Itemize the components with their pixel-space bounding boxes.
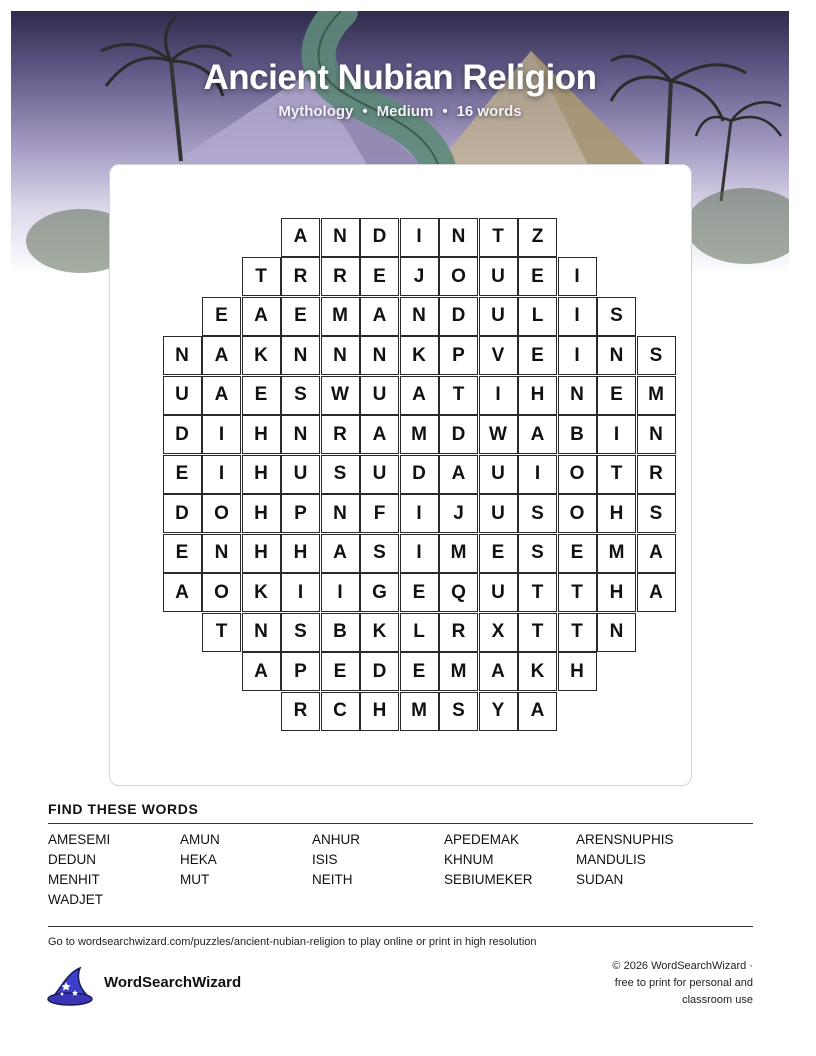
word-item: SEBIUMEKER [444,872,533,887]
page-title: Ancient Nubian Religion [203,58,597,97]
grid-cell[interactable]: N [281,336,320,375]
grid-cell[interactable]: E [597,376,636,415]
grid-cell[interactable]: E [518,257,557,296]
grid-cell[interactable]: D [400,455,439,494]
word-count-label: 16 words [456,103,522,120]
grid-cell[interactable]: O [202,494,241,533]
grid-cell[interactable]: N [439,218,478,257]
grid-cell[interactable]: U [360,376,399,415]
grid-cell[interactable]: E [242,376,281,415]
grid-cell[interactable]: M [637,376,676,415]
grid-cell[interactable]: R [637,455,676,494]
word-item: MANDULIS [576,852,646,867]
grid-cell[interactable]: M [439,534,478,573]
grid-cell[interactable]: E [321,652,360,691]
word-item: AMESEMI [48,832,111,847]
grid-cell[interactable]: J [439,494,478,533]
grid-cell[interactable]: S [597,297,636,336]
grid-cell[interactable]: A [439,455,478,494]
grid-cell[interactable]: M [597,534,636,573]
grid-cell[interactable]: E [281,297,320,336]
grid-cell[interactable]: N [202,534,241,573]
grid-cell[interactable]: I [558,297,597,336]
grid-cell[interactable]: M [400,415,439,454]
grid-cell[interactable]: A [202,336,241,375]
grid-cell[interactable]: O [558,494,597,533]
grid-cell[interactable]: N [558,376,597,415]
word-item: ISIS [312,852,338,867]
grid-cell[interactable]: B [558,415,597,454]
grid-cell[interactable]: I [558,257,597,296]
copyright-line: classroom use [682,994,753,1006]
grid-cell[interactable]: O [558,455,597,494]
meta-separator: • [362,103,368,120]
grid-cell[interactable]: E [163,534,202,573]
grid-cell[interactable]: T [597,455,636,494]
word-item: ARENSNUPHIS [576,832,674,847]
grid-cell[interactable]: S [281,613,320,652]
wizard-hat-icon [46,964,94,1006]
grid-cell[interactable]: U [281,455,320,494]
grid-cell[interactable]: I [400,534,439,573]
divider [48,926,753,927]
grid-cell[interactable]: U [479,455,518,494]
grid-cell[interactable]: K [360,613,399,652]
grid-cell[interactable]: H [518,376,557,415]
grid-cell[interactable]: A [281,218,320,257]
grid-cell[interactable]: K [242,573,281,612]
grid-cell[interactable]: A [637,573,676,612]
grid-cell[interactable]: T [558,573,597,612]
grid-cell[interactable]: L [400,613,439,652]
grid-cell[interactable]: S [518,494,557,533]
grid-cell[interactable]: E [202,297,241,336]
word-item: WADJET [48,892,103,907]
grid-cell[interactable]: E [360,257,399,296]
grid-cell[interactable]: R [281,692,320,731]
grid-cell[interactable]: T [242,257,281,296]
grid-cell[interactable]: T [518,573,557,612]
grid-cell[interactable]: N [281,415,320,454]
puzzle-card [109,164,692,786]
grid-cell[interactable]: R [439,613,478,652]
grid-cell[interactable]: N [321,494,360,533]
grid-cell[interactable]: I [558,336,597,375]
grid-cell[interactable]: H [558,652,597,691]
grid-cell[interactable]: D [439,415,478,454]
grid-cell[interactable]: U [479,257,518,296]
grid-cell[interactable]: H [242,415,281,454]
grid-cell[interactable]: D [360,218,399,257]
grid-cell[interactable]: A [360,297,399,336]
grid-cell[interactable]: N [242,613,281,652]
grid-cell[interactable]: F [360,494,399,533]
grid-cell[interactable]: I [400,494,439,533]
grid-cell[interactable]: A [637,534,676,573]
grid-cell[interactable]: R [281,257,320,296]
grid-cell[interactable]: S [360,534,399,573]
grid-cell[interactable]: H [597,494,636,533]
grid-cell[interactable]: G [360,573,399,612]
grid-cell[interactable]: A [321,534,360,573]
grid-cell[interactable]: A [202,376,241,415]
grid-cell[interactable]: N [637,415,676,454]
grid-cell[interactable]: E [400,573,439,612]
grid-cell[interactable]: U [163,376,202,415]
grid-cell[interactable]: Y [479,692,518,731]
grid-cell[interactable]: W [321,376,360,415]
grid-cell[interactable]: R [321,415,360,454]
word-item: AMUN [180,832,220,847]
grid-cell[interactable]: N [597,613,636,652]
grid-cell[interactable]: N [163,336,202,375]
grid-cell[interactable]: E [163,455,202,494]
grid-cell[interactable]: U [479,494,518,533]
online-link-text[interactable]: Go to wordsearchwizard.com/puzzles/ancient-nubian-religion to play online or print in high resolution [48,936,537,948]
grid-cell[interactable]: N [597,336,636,375]
word-item: NEITH [312,872,353,887]
grid-cell[interactable]: Q [439,573,478,612]
grid-cell[interactable]: N [321,336,360,375]
grid-cell[interactable]: D [360,652,399,691]
divider [48,823,753,824]
grid-cell[interactable]: H [242,455,281,494]
grid-cell[interactable]: U [360,455,399,494]
words-heading: FIND THESE WORDS [48,801,199,817]
grid-cell[interactable]: D [163,415,202,454]
grid-cell[interactable]: I [597,415,636,454]
word-list [48,832,753,908]
grid-cell[interactable]: L [518,297,557,336]
difficulty-label: Medium [376,103,434,120]
grid-cell[interactable]: A [163,573,202,612]
grid-cell[interactable]: E [518,336,557,375]
grid-cell[interactable]: S [281,376,320,415]
word-item: HEKA [180,852,217,867]
grid-cell[interactable]: E [400,652,439,691]
copyright-text [553,958,753,1009]
puzzle-meta [0,103,800,120]
grid-cell[interactable]: A [400,376,439,415]
grid-cell[interactable]: H [242,494,281,533]
grid-cell[interactable]: I [321,573,360,612]
grid-cell[interactable]: T [439,376,478,415]
grid-cell[interactable]: U [479,573,518,612]
grid-cell[interactable]: S [439,692,478,731]
grid-cell[interactable]: A [242,297,281,336]
category-label: Mythology [278,103,354,120]
grid-cell[interactable]: A [518,692,557,731]
grid-cell[interactable]: M [321,297,360,336]
grid-cell[interactable]: E [479,534,518,573]
grid-cell[interactable]: K [518,652,557,691]
grid-cell[interactable]: I [479,376,518,415]
grid-cell[interactable]: M [400,692,439,731]
grid-cell[interactable]: N [400,297,439,336]
grid-cell[interactable]: I [281,573,320,612]
grid-cell[interactable]: U [479,297,518,336]
copyright-line: © 2026 WordSearchWizard · [612,960,753,972]
word-item: DEDUN [48,852,97,867]
word-item: APEDEMAK [444,832,520,847]
grid-cell[interactable]: M [439,652,478,691]
grid-cell[interactable]: H [597,573,636,612]
grid-cell[interactable]: A [360,415,399,454]
grid-cell[interactable]: S [637,336,676,375]
grid-cell[interactable]: A [242,652,281,691]
word-item: MUT [180,872,210,887]
grid-cell[interactable]: D [439,297,478,336]
grid-cell[interactable]: S [321,455,360,494]
grid-cell[interactable]: I [518,455,557,494]
grid-cell[interactable]: H [242,534,281,573]
word-item: SUDAN [576,872,624,887]
grid-cell[interactable]: P [281,494,320,533]
grid-cell[interactable]: N [321,218,360,257]
grid-cell[interactable]: H [281,534,320,573]
grid-cell[interactable]: T [479,218,518,257]
grid-cell[interactable]: H [360,692,399,731]
grid-cell[interactable]: P [281,652,320,691]
grid-cell[interactable]: P [439,336,478,375]
grid-cell[interactable]: E [558,534,597,573]
word-item: ANHUR [312,832,361,847]
grid-cell[interactable]: I [400,218,439,257]
grid-cell[interactable]: I [202,455,241,494]
grid-cell[interactable]: K [242,336,281,375]
grid-cell[interactable]: T [558,613,597,652]
grid-cell[interactable]: J [400,257,439,296]
grid-cell[interactable]: D [163,494,202,533]
grid-cell[interactable]: A [479,652,518,691]
word-item: MENHIT [48,872,100,887]
grid-cell[interactable]: R [321,257,360,296]
grid-cell[interactable]: O [202,573,241,612]
grid-cell[interactable]: X [479,613,518,652]
brand-name: WordSearchWizard [104,974,242,991]
grid-cell[interactable]: N [360,336,399,375]
grid-cell[interactable]: V [479,336,518,375]
grid-cell[interactable]: A [518,415,557,454]
word-item: KHNUM [444,852,494,867]
meta-separator: • [442,103,448,120]
grid-cell[interactable]: W [479,415,518,454]
grid-cell[interactable]: I [202,415,241,454]
grid-cell[interactable]: C [321,692,360,731]
grid-cell[interactable]: T [202,613,241,652]
copyright-line: free to print for personal and [614,977,753,989]
grid-cell[interactable]: S [637,494,676,533]
grid-cell[interactable]: O [439,257,478,296]
grid-cell[interactable]: S [518,534,557,573]
grid-cell[interactable]: K [400,336,439,375]
grid-cell[interactable]: T [518,613,557,652]
grid-cell[interactable]: B [321,613,360,652]
grid-cell[interactable]: Z [518,218,557,257]
